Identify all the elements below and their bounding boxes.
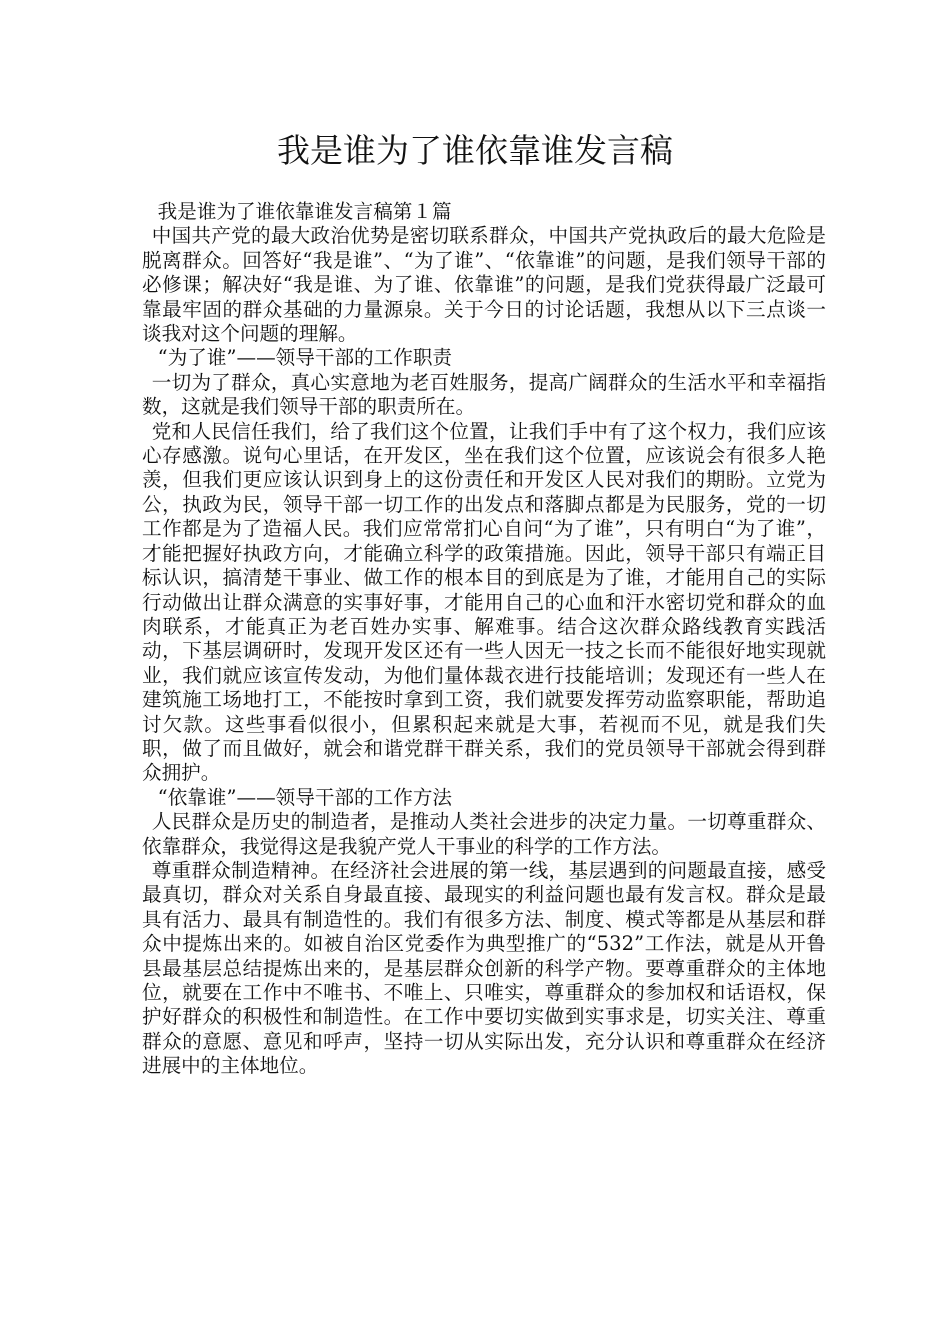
paragraph: 党和人民信任我们，给了我们这个位置，让我们手中有了这个权力，我们应该心存感激。说句心里话，在开发区，坐在我们这个位置，应该说会有很多人艳羡，但我们更应该认识到身上的这份责任和开发区人民对我们的期盼。立党为公，执政为民，领导干部一切工作的出发点和落脚点都是为民服务，党的一切工作都是为了造福人民。我们应常常扪心自问“为了谁”，只有明白“为了谁”，才能把握好执政方向，才能确立科学的政策措施。因此，领导干部只有端正目标认识，搞清楚干事业、做工作的根本目的到底是为了谁，才能用自己的实际行动做出让群众满意的实事好事，才能用自己的心血和汗水密切党和群众的血肉联系，才能真正为老百姓办实事、解难事。结合这次群众路线教育实践活动，下基层调研时，发现开发区还有一些人因无一技之长而不能很好地实现就业，我们就应该宣传发动，为他们量体裁衣进行技能培训；发现还有一些人在建筑施工场地打工，不能按时拿到工资，我们就要发挥劳动监察职能，帮助追讨欠款。这些事看似很小，但累积起来就是大事，若视而不见，就是我们失职，做了而且做好，就会和谐党群干群关系，我们的党员领导干部就会得到群众拥护。 xyxy=(142,419,826,785)
paragraph: 人民群众是历史的制造者，是推动人类社会进步的决定力量。一切尊重群众、依靠群众，我觉得这是我貌产党人干事业的科学的工作方法。 xyxy=(142,810,826,858)
section-heading: “依靠谁”——领导干部的工作方法 xyxy=(157,785,453,809)
document-title: 我是谁为了谁依靠谁发言稿 xyxy=(277,131,673,170)
section-heading: 我是谁为了谁依靠谁发言稿第１篇 xyxy=(157,200,452,223)
document-body xyxy=(142,200,826,1079)
paragraph: 尊重群众制造精神。在经济社会进展的第一线，基层遇到的问题最直接，感受最真切，群众对关系自身最直接、最现实的利益问题也最有发言权。群众是最具有活力、最具有制造性的。我们有很多方法、制度、模式等都是从基层和群众中提炼出来的。如被自治区党委作为典型推广的“532”工作法，就是从开鲁县最基层总结提炼出来的，是基层群众创新的科学产物。要尊重群众的主体地位，就要在工作中不唯书、不唯上、只唯实，尊重群众的参加权和话语权，保护好群众的积极性和制造性。在工作中要切实做到实事求是，切实关注、尊重群众的意愿、意见和呼声，坚持一切从实际出发，充分认识和尊重群众在经济进展中的主体地位。 xyxy=(142,858,826,1078)
section-heading: “为了谁”——领导干部的工作职责 xyxy=(157,346,453,370)
paragraph: 一切为了群众，真心实意地为老百姓服务，提高广阔群众的生活水平和幸福指数，这就是我们领导干部的职责所在。 xyxy=(142,370,826,419)
paragraph: 中国共产党的最大政治优势是密切联系群众，中国共产党执政后的最大危险是脱离群众。回答好“我是谁”、“为了谁”、“依靠谁”的问题，是我们领导干部的必修课；解决好“我是谁、为了谁、依靠谁”的问题，是我们党获得最广泛最可靠最牢固的群众基础的力量源泉。关于今日的讨论话题，我想从以下三点谈一谈我对这个问题的理解。 xyxy=(142,224,826,346)
